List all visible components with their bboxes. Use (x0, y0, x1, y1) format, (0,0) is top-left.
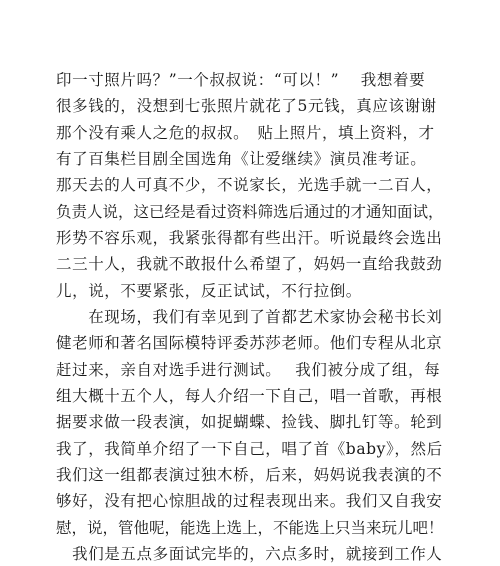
text-line: 负责人说，这已经是看过资料筛选后通过的才通知面试， (56, 203, 444, 221)
text-line: 在现场，我们有幸见到了首都艺术家协会秘书长刘 (56, 308, 443, 326)
text-line: 组大概十五个人，每人介绍一下自己，唱一首歌，再根 (56, 387, 443, 405)
text-line: 慰，说，管他呢，能选上选上，不能选上只当来玩儿吧！ (56, 519, 444, 537)
text-line: 那天去的人可真不少，不说家长，光选手就一二百人， (56, 176, 443, 194)
text-line: 我了，我简单介绍了一下自己，唱了首《baby》，然后 (56, 440, 443, 458)
text-line: 有了百集栏目剧全国选角《让爱继续》演员准考证。 (56, 150, 427, 168)
text-line: 健老师和著名国际模特评委苏莎老师。他们专程从北京 (56, 334, 443, 352)
text-line: 我们是五点多面试完毕的，六点多时，就接到工作人 (56, 545, 443, 563)
text-line: 据要求做一段表演，如捉蝴蝶、捡钱、脚扎钉等。轮到 (56, 413, 443, 431)
text-line: 赶过来，亲自对选手进行测试。 我们被分成了组，每 (56, 361, 441, 379)
text-line: 很多钱的，没想到七张照片就花了5元钱，真应该谢谢 (56, 97, 437, 115)
text-line: 够好，没有把心惊胆战的过程表现出来。我们又自我安 (56, 492, 443, 510)
text-line: 那个没有乘人之危的叔叔。 贴上照片，填上资料，才 (56, 124, 435, 142)
text-line: 形势不容乐观，我紧张得都有些出汗。听说最终会选出 (56, 229, 443, 247)
text-line: 印一寸照片吗？”一个叔叔说：“可以！” 我想着要 (56, 71, 426, 89)
text-line: 二三十人，我就不敢报什么希望了，妈妈一直给我鼓劲 (56, 255, 443, 273)
text-line: 儿，说，不要紧张，反正试试，不行拉倒。 (56, 282, 362, 300)
text-line: 我们这一组都表演过独木桥，后来，妈妈说我表演的不 (56, 466, 443, 484)
